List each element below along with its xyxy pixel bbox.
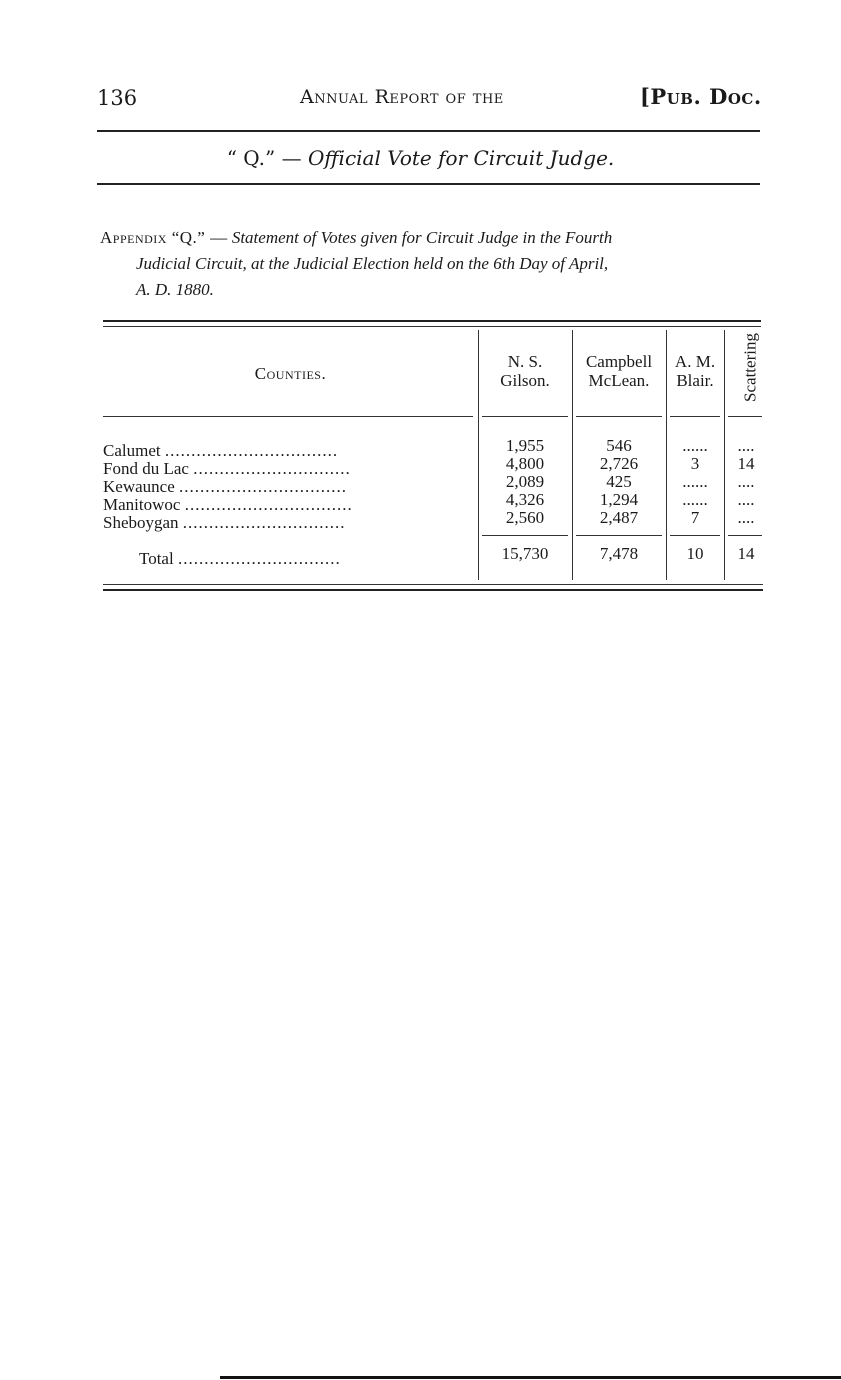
cell-gilson: 2,560 [505, 508, 545, 527]
col-head-mclean: Campbell McLean. [585, 352, 653, 390]
col-head-counties: Counties. [254, 364, 327, 383]
subtitle-text: Official Vote for Circuit Judge. [307, 146, 615, 170]
cell-blair: 7 [690, 508, 700, 527]
intro-line-3: A. D. 1880. [136, 280, 214, 299]
total-scattering: 14 [737, 544, 755, 563]
cell-scattering: .... [737, 508, 755, 527]
head-rule-counties [103, 416, 473, 417]
header-rule [97, 130, 760, 132]
cell-blair: ...... [682, 490, 708, 509]
cell-blair: 3 [690, 454, 700, 473]
page-number: 136 [97, 86, 138, 110]
cell-mclean: 425 [606, 472, 632, 491]
table-row-county: Fond du Lac .............................. [103, 460, 351, 478]
col-divider-4 [724, 330, 725, 580]
col-head-scattering: Scattering [740, 333, 760, 402]
total-mclean: 7,478 [599, 544, 639, 563]
total-blair: 10 [686, 544, 704, 563]
cell-gilson: 2,089 [505, 472, 545, 491]
head-rule-scattering [728, 416, 762, 417]
total-rule-gilson [482, 535, 568, 536]
total-rule-scattering [728, 535, 762, 536]
cell-scattering: .... [737, 490, 755, 509]
head-rule-blair [670, 416, 720, 417]
col-head-gilson: N. S. Gilson. [500, 352, 550, 390]
cell-mclean: 1,294 [599, 490, 639, 509]
total-rule-blair [670, 535, 720, 536]
col-head-blair: A. M. Blair. [674, 352, 716, 390]
cell-scattering: 14 [737, 454, 755, 473]
page-bottom-edge [220, 1376, 841, 1379]
appendix-statement [100, 225, 760, 303]
table-bottom-rule-2 [103, 589, 763, 591]
running-title: Annual Report of the [300, 86, 504, 108]
table-row-county: Sheboygan ............................... [103, 514, 346, 532]
cell-mclean: 2,487 [599, 508, 639, 527]
intro-line-2: Judicial Circuit, at the Judicial Election held on the 6th Day of April, [136, 254, 609, 273]
pub-doc-label: [Pub. Doc. [640, 84, 762, 109]
table-top-rule-2 [103, 326, 761, 327]
cell-gilson: 4,800 [505, 454, 545, 473]
subtitle-quote: “ Q.” — [226, 146, 302, 170]
total-gilson: 15,730 [501, 544, 549, 563]
intro-line-1: Appendix “Q.” — Statement of Votes given for Circuit Judge in the Fourth [100, 228, 613, 247]
table-top-rule-1 [103, 320, 761, 322]
head-rule-mclean [576, 416, 662, 417]
cell-gilson: 1,955 [505, 436, 545, 455]
total-row-label: Total ............................... [139, 550, 341, 568]
table-row-county: Calumet ................................. [103, 442, 339, 460]
cell-blair: ...... [682, 436, 708, 455]
subtitle-rule [97, 183, 760, 185]
cell-scattering: .... [737, 472, 755, 491]
table-row-county: Kewaunce ................................ [103, 478, 347, 496]
cell-mclean: 546 [606, 436, 632, 455]
total-rule-mclean [576, 535, 662, 536]
head-rule-gilson [482, 416, 568, 417]
cell-gilson: 4,326 [505, 490, 545, 509]
cell-scattering: .... [737, 436, 755, 455]
table-bottom-rule-1 [103, 584, 763, 585]
appendix-label: Appendix “Q.” — [100, 228, 228, 247]
cell-blair: ...... [682, 472, 708, 491]
table-row-county: Manitowoc ................................ [103, 496, 353, 514]
cell-mclean: 2,726 [599, 454, 639, 473]
section-subtitle [0, 146, 841, 170]
